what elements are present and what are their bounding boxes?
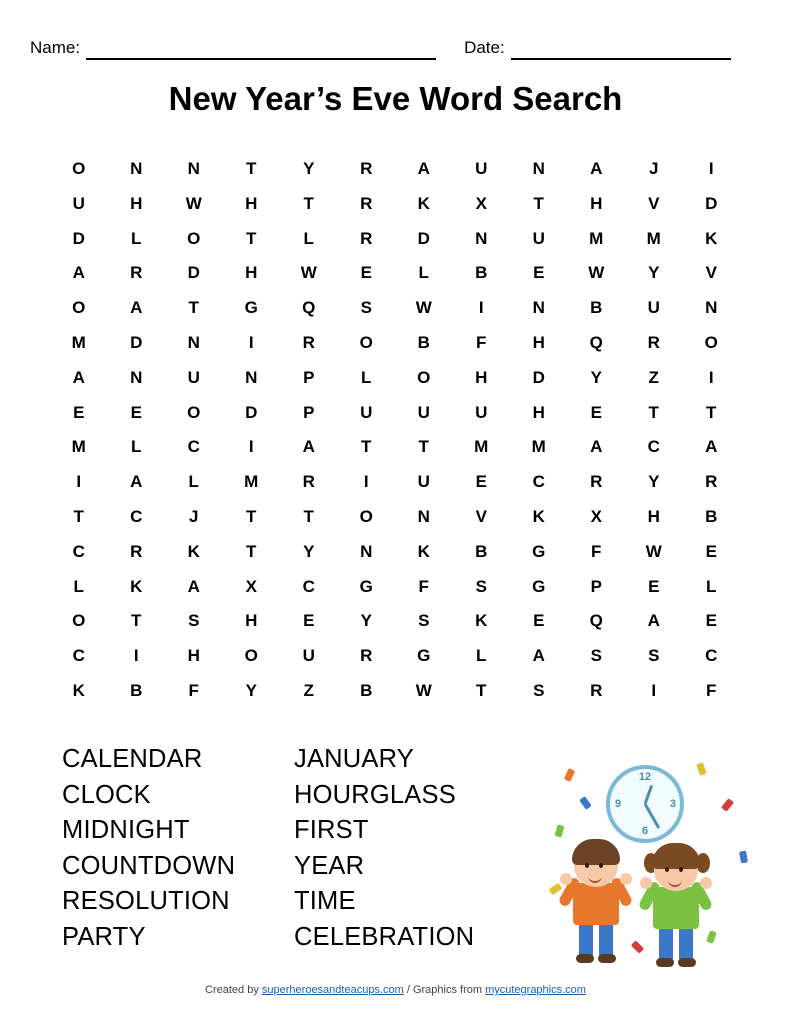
grid-cell-r7-c3[interactable]: U bbox=[187, 367, 200, 387]
grid-cell-r7-c12[interactable]: I bbox=[708, 367, 714, 387]
grid-cell-r6-c9[interactable]: H bbox=[532, 332, 545, 352]
confetti-piece bbox=[739, 850, 748, 863]
grid-cell-r13-c8[interactable]: S bbox=[475, 576, 487, 596]
grid-cell-r6-c2[interactable]: D bbox=[130, 332, 143, 352]
grid-cell-r12-c11[interactable]: W bbox=[645, 541, 662, 561]
grid-cell-r9-c2[interactable]: L bbox=[131, 437, 142, 457]
grid-cell-r9-c9[interactable]: M bbox=[531, 437, 546, 457]
grid-cell-r9-c3[interactable]: C bbox=[187, 437, 200, 457]
eye-right bbox=[679, 867, 683, 872]
confetti-piece bbox=[721, 798, 734, 812]
shoe-left bbox=[576, 954, 594, 963]
grid-cell-r2-c8[interactable]: X bbox=[475, 193, 487, 213]
grid-cell-r5-c5[interactable]: Q bbox=[302, 298, 316, 318]
grid-cell-r6-c1[interactable]: M bbox=[71, 332, 86, 352]
grid-cell-r4-c3[interactable]: D bbox=[187, 263, 200, 283]
grid-cell-r10-c1[interactable]: I bbox=[76, 472, 82, 492]
grid-cell-r10-c11[interactable]: Y bbox=[648, 472, 660, 492]
grid-cell-r7-c4[interactable]: N bbox=[245, 367, 258, 387]
grid-cell-r5-c12[interactable]: N bbox=[705, 298, 718, 318]
list-item: FIRST bbox=[294, 816, 369, 844]
hair bbox=[572, 839, 620, 865]
grid-cell-r3-c10[interactable]: M bbox=[589, 228, 604, 248]
grid-cell-r15-c5[interactable]: U bbox=[302, 646, 315, 666]
list-item: TIME bbox=[294, 887, 356, 915]
grid-cell-r2-c10[interactable]: H bbox=[590, 193, 603, 213]
grid-cell-r16-c1[interactable]: K bbox=[72, 680, 85, 700]
grid-cell-r10-c7[interactable]: U bbox=[417, 472, 430, 492]
shoe-left bbox=[656, 958, 674, 967]
grid-cell-r2-c3[interactable]: W bbox=[185, 193, 202, 213]
grid-cell-r11-c8[interactable]: V bbox=[475, 506, 487, 526]
grid-cell-r13-c5[interactable]: C bbox=[302, 576, 315, 596]
grid-cell-r14-c8[interactable]: K bbox=[475, 611, 488, 631]
grid-cell-r14-c9[interactable]: E bbox=[533, 611, 545, 631]
grid-cell-r11-c3[interactable]: J bbox=[189, 506, 199, 526]
grid-cell-r8-c2[interactable]: E bbox=[130, 402, 142, 422]
grid-cell-r15-c8[interactable]: L bbox=[476, 646, 487, 666]
grid-cell-r10-c12[interactable]: R bbox=[705, 472, 718, 492]
grid-cell-r6-c5[interactable]: R bbox=[302, 332, 315, 352]
grid-cell-r3-c1[interactable]: D bbox=[72, 228, 85, 248]
grid-cell-r11-c11[interactable]: H bbox=[647, 506, 660, 526]
leg-right bbox=[679, 925, 693, 961]
eye-left bbox=[585, 863, 589, 868]
grid-cell-r15-c7[interactable]: G bbox=[417, 646, 431, 666]
grid-cell-r6-c12[interactable]: O bbox=[704, 332, 718, 352]
grid-cell-r5-c4[interactable]: G bbox=[244, 298, 258, 318]
grid-cell-r1-c9[interactable]: N bbox=[532, 159, 545, 178]
grid-cell-r10-c2[interactable]: A bbox=[130, 472, 143, 492]
grid-cell-r1-c3[interactable]: N bbox=[187, 159, 200, 178]
hand-right bbox=[620, 873, 632, 885]
grid-cell-r10-c5[interactable]: R bbox=[302, 472, 315, 492]
grid-cell-r2-c6[interactable]: R bbox=[360, 193, 373, 213]
grid-cell-r11-c10[interactable]: X bbox=[590, 506, 602, 526]
word-list bbox=[62, 742, 524, 955]
grid-cell-r7-c10[interactable]: Y bbox=[590, 367, 602, 387]
grid-cell-r4-c10[interactable]: W bbox=[588, 263, 605, 283]
grid-cell-r5-c1[interactable]: O bbox=[72, 298, 86, 318]
grid-cell-r11-c4[interactable]: T bbox=[246, 506, 257, 526]
grid-cell-r11-c9[interactable]: K bbox=[532, 506, 545, 526]
grid-cell-r4-c8[interactable]: B bbox=[475, 263, 488, 283]
grid-cell-r9-c10[interactable]: A bbox=[590, 437, 603, 457]
grid-cell-r16-c10[interactable]: R bbox=[590, 680, 603, 700]
clock-number-3: 3 bbox=[669, 798, 676, 810]
grid-cell-r9-c11[interactable]: C bbox=[647, 437, 660, 457]
grid-cell-r14-c3[interactable]: S bbox=[188, 611, 200, 631]
grid-cell-r12-c7[interactable]: K bbox=[417, 541, 430, 561]
list-item: CLOCK bbox=[62, 780, 151, 809]
grid-cell-r1-c2[interactable]: N bbox=[130, 159, 143, 178]
hair bbox=[652, 843, 700, 869]
leg-right bbox=[599, 921, 613, 957]
grid-cell-r8-c9[interactable]: H bbox=[532, 402, 545, 422]
grid-cell-r9-c7[interactable]: T bbox=[418, 437, 429, 457]
grid-cell-r14-c7[interactable]: S bbox=[418, 611, 430, 631]
hand-left bbox=[560, 873, 572, 885]
footer-middle: / Graphics from bbox=[403, 984, 486, 996]
grid-cell-r12-c2[interactable]: R bbox=[130, 541, 143, 561]
grid-cell-r3-c8[interactable]: N bbox=[475, 228, 488, 248]
grid-cell-r7-c9[interactable]: D bbox=[532, 367, 545, 387]
grid-cell-r2-c9[interactable]: T bbox=[533, 193, 544, 213]
grid-cell-r4-c11[interactable]: Y bbox=[648, 263, 660, 283]
torso bbox=[573, 883, 619, 925]
grid-cell-r6-c10[interactable]: Q bbox=[589, 332, 603, 352]
grid-cell-r7-c1[interactable]: A bbox=[72, 367, 85, 387]
leg-left bbox=[579, 921, 593, 957]
confetti-piece bbox=[706, 930, 717, 944]
grid-cell-r9-c4[interactable]: I bbox=[248, 437, 254, 457]
grid-cell-r13-c2[interactable]: K bbox=[130, 576, 143, 596]
grid-cell-r4-c4[interactable]: H bbox=[245, 263, 258, 283]
list-item: RESOLUTION bbox=[62, 887, 230, 915]
grid-cell-r5-c11[interactable]: U bbox=[647, 298, 660, 318]
grid-cell-r16-c8[interactable]: T bbox=[476, 680, 487, 700]
grid-cell-r4-c2[interactable]: R bbox=[130, 263, 143, 283]
grid-cell-r9-c1[interactable]: M bbox=[71, 437, 86, 457]
eye-right bbox=[599, 863, 603, 868]
grid-cell-r13-c11[interactable]: E bbox=[648, 576, 660, 596]
list-item: JANUARY bbox=[294, 745, 414, 773]
list-item: YEAR bbox=[294, 851, 365, 880]
hand-left bbox=[640, 877, 652, 889]
name-label: Name: bbox=[30, 38, 81, 57]
grid-cell-r7-c2[interactable]: N bbox=[130, 367, 143, 387]
grid-cell-r11-c12[interactable]: B bbox=[705, 506, 718, 526]
confetti-piece bbox=[549, 883, 563, 896]
grid-cell-r14-c12[interactable]: E bbox=[705, 611, 717, 631]
grid-cell-r12-c5[interactable]: Y bbox=[303, 541, 315, 561]
grid-cell-r8-c1[interactable]: E bbox=[73, 402, 85, 422]
grid-cell-r16-c12[interactable]: F bbox=[706, 680, 717, 700]
grid-cell-r12-c8[interactable]: B bbox=[475, 541, 488, 561]
grid-cell-r4-c9[interactable]: E bbox=[533, 263, 545, 283]
clock-number-6: 6 bbox=[641, 825, 649, 837]
grid-cell-r2-c4[interactable]: H bbox=[245, 193, 258, 213]
date-input-line[interactable] bbox=[511, 38, 731, 60]
grid-cell-r16-c5[interactable]: Z bbox=[303, 680, 314, 700]
clock-number-9: 9 bbox=[615, 798, 622, 810]
grid-cell-r3-c11[interactable]: M bbox=[646, 228, 661, 248]
grid-cell-r16-c7[interactable]: W bbox=[415, 680, 432, 700]
grid-cell-r8-c10[interactable]: E bbox=[590, 402, 602, 422]
grid-cell-r14-c10[interactable]: Q bbox=[589, 611, 603, 631]
grid-cell-r9-c6[interactable]: T bbox=[361, 437, 372, 457]
grid-cell-r15-c2[interactable]: I bbox=[133, 646, 139, 666]
clock-icon bbox=[606, 765, 684, 843]
page-title: New Year’s Eve Word Search bbox=[168, 80, 623, 117]
name-input-line[interactable] bbox=[86, 38, 436, 60]
grid-cell-r3-c6[interactable]: R bbox=[360, 228, 373, 248]
grid-cell-r5-c6[interactable]: S bbox=[360, 298, 372, 318]
grid-cell-r8-c11[interactable]: T bbox=[648, 402, 659, 422]
grid-cell-r1-c4[interactable]: T bbox=[246, 159, 257, 178]
grid-cell-r11-c6[interactable]: O bbox=[359, 506, 373, 526]
grid-cell-r6-c6[interactable]: O bbox=[359, 332, 373, 352]
grid-cell-r5-c7[interactable]: W bbox=[415, 298, 432, 318]
grid-cell-r10-c9[interactable]: C bbox=[532, 472, 545, 492]
grid-cell-r13-c1[interactable]: L bbox=[73, 576, 84, 596]
grid-cell-r12-c12[interactable]: E bbox=[705, 541, 717, 561]
confetti-piece bbox=[564, 768, 575, 782]
grid-cell-r1-c6[interactable]: R bbox=[360, 159, 373, 178]
grid-cell-r5-c9[interactable]: N bbox=[532, 298, 545, 318]
grid-cell-r15-c11[interactable]: S bbox=[648, 646, 660, 666]
grid-cell-r16-c6[interactable]: B bbox=[360, 680, 373, 700]
grid-cell-r2-c2[interactable]: H bbox=[130, 193, 143, 213]
grid-cell-r1-c8[interactable]: U bbox=[475, 159, 488, 178]
grid-cell-r8-c4[interactable]: D bbox=[245, 402, 258, 422]
grid-cell-r13-c6[interactable]: G bbox=[359, 576, 373, 596]
confetti-piece bbox=[631, 940, 644, 953]
footer-link-graphics[interactable]: mycutegraphics.com bbox=[485, 984, 586, 996]
footer-prefix: Created by bbox=[205, 984, 262, 996]
grid-cell-r15-c9[interactable]: A bbox=[532, 646, 545, 666]
grid-cell-r3-c4[interactable]: T bbox=[246, 228, 257, 248]
grid-cell-r9-c5[interactable]: A bbox=[302, 437, 315, 457]
grid-cell-r14-c1[interactable]: O bbox=[72, 611, 86, 631]
grid-cell-r6-c11[interactable]: R bbox=[647, 332, 660, 352]
grid-cell-r10-c4[interactable]: M bbox=[244, 472, 259, 492]
grid-cell-r6-c3[interactable]: N bbox=[187, 332, 200, 352]
meta-row bbox=[30, 38, 761, 60]
grid-cell-r2-c12[interactable]: D bbox=[705, 193, 718, 213]
footer-link-creator[interactable]: superheroesandteacups.com bbox=[261, 984, 404, 996]
grid-cell-r5-c2[interactable]: A bbox=[130, 298, 143, 318]
grid-cell-r7-c11[interactable]: Z bbox=[648, 367, 659, 387]
grid-cell-r6-c7[interactable]: B bbox=[417, 332, 430, 352]
grid-cell-r7-c6[interactable]: L bbox=[361, 367, 372, 387]
grid-cell-r8-c6[interactable]: U bbox=[360, 402, 373, 422]
grid-cell-r13-c9[interactable]: G bbox=[532, 576, 546, 596]
shoe-right bbox=[598, 954, 616, 963]
grid-cell-r12-c1[interactable]: C bbox=[72, 541, 85, 561]
grid-cell-r5-c8[interactable]: I bbox=[478, 298, 484, 318]
grid-cell-r12-c9[interactable]: G bbox=[532, 541, 546, 561]
grid-cell-r4-c5[interactable]: W bbox=[300, 263, 317, 283]
grid-cell-r11-c7[interactable]: N bbox=[417, 506, 430, 526]
hand-right bbox=[700, 877, 712, 889]
grid-cell-r11-c5[interactable]: T bbox=[303, 506, 314, 526]
clock-number-12: 12 bbox=[638, 771, 652, 783]
grid-cell-r8-c8[interactable]: U bbox=[475, 402, 488, 422]
grid-cell-r12-c10[interactable]: F bbox=[591, 541, 602, 561]
grid-cell-r4-c12[interactable]: V bbox=[705, 263, 717, 283]
grid-cell-r14-c6[interactable]: Y bbox=[360, 611, 372, 631]
grid-cell-r4-c1[interactable]: A bbox=[72, 263, 85, 283]
grid-cell-r3-c9[interactable]: U bbox=[532, 228, 545, 248]
grid-cell-r10-c10[interactable]: R bbox=[590, 472, 603, 492]
word-search-grid[interactable] bbox=[50, 152, 740, 709]
grid-cell-r3-c2[interactable]: L bbox=[131, 228, 142, 248]
eye-left bbox=[665, 867, 669, 872]
grid-cell-r1-c5[interactable]: Y bbox=[303, 159, 315, 178]
list-item: PARTY bbox=[62, 922, 146, 951]
grid-cell-r3-c5[interactable]: L bbox=[303, 228, 314, 248]
grid-cell-r15-c6[interactable]: R bbox=[360, 646, 373, 666]
grid-cell-r13-c3[interactable]: A bbox=[187, 576, 200, 596]
grid-cell-r1-c11[interactable]: J bbox=[649, 159, 659, 178]
grid-cell-r16-c3[interactable]: F bbox=[188, 680, 199, 700]
grid-cell-r7-c5[interactable]: P bbox=[303, 367, 315, 387]
grid-cell-r3-c3[interactable]: O bbox=[187, 228, 201, 248]
grid-cell-r13-c4[interactable]: X bbox=[245, 576, 257, 596]
word-list-column-1 bbox=[62, 742, 294, 955]
grid-cell-r1-c1[interactable]: O bbox=[72, 159, 86, 178]
list-item: CALENDAR bbox=[62, 745, 203, 773]
grid-cell-r14-c5[interactable]: E bbox=[303, 611, 315, 631]
grid-cell-r2-c7[interactable]: K bbox=[417, 193, 430, 213]
torso bbox=[653, 887, 699, 929]
grid-cell-r11-c2[interactable]: C bbox=[130, 506, 143, 526]
grid-cell-r4-c7[interactable]: L bbox=[418, 263, 429, 283]
grid-cell-r9-c8[interactable]: M bbox=[474, 437, 489, 457]
grid-cell-r3-c7[interactable]: D bbox=[417, 228, 430, 248]
grid-cell-r15-c4[interactable]: O bbox=[244, 646, 258, 666]
grid-cell-r4-c6[interactable]: E bbox=[360, 263, 372, 283]
grid-cell-r1-c12[interactable]: I bbox=[708, 159, 714, 178]
grid-cell-r5-c3[interactable]: T bbox=[188, 298, 199, 318]
grid-cell-r7-c8[interactable]: H bbox=[475, 367, 488, 387]
grid-cell-r2-c1[interactable]: U bbox=[72, 193, 85, 213]
grid-cell-r8-c7[interactable]: U bbox=[417, 402, 430, 422]
grid-cell-r14-c4[interactable]: H bbox=[245, 611, 258, 631]
grid-cell-r5-c10[interactable]: B bbox=[590, 298, 603, 318]
grid-cell-r13-c12[interactable]: L bbox=[706, 576, 717, 596]
grid-cell-r7-c7[interactable]: O bbox=[417, 367, 431, 387]
date-label: Date: bbox=[464, 38, 505, 57]
grid-cell-r2-c5[interactable]: T bbox=[303, 193, 314, 213]
confetti-piece bbox=[579, 796, 592, 810]
grid-cell-r10-c6[interactable]: I bbox=[363, 472, 369, 492]
grid-cell-r16-c4[interactable]: Y bbox=[245, 680, 257, 700]
grid-cell-r14-c2[interactable]: T bbox=[131, 611, 142, 631]
grid-cell-r16-c11[interactable]: I bbox=[651, 680, 657, 700]
grid-cell-r2-c11[interactable]: V bbox=[648, 193, 660, 213]
list-item: CELEBRATION bbox=[294, 922, 475, 951]
grid-cell-r16-c2[interactable]: B bbox=[130, 680, 143, 700]
clock-hour-hand bbox=[644, 785, 654, 805]
grid-cell-r10-c3[interactable]: L bbox=[188, 472, 199, 492]
grid-cell-r1-c7[interactable]: A bbox=[417, 159, 430, 178]
grid-cell-r14-c11[interactable]: A bbox=[647, 611, 660, 631]
grid-cell-r13-c10[interactable]: P bbox=[590, 576, 602, 596]
confetti-piece bbox=[696, 762, 707, 776]
grid-cell-r16-c9[interactable]: S bbox=[533, 680, 545, 700]
grid-cell-r11-c1[interactable]: T bbox=[73, 506, 84, 526]
grid-cell-r15-c10[interactable]: S bbox=[590, 646, 602, 666]
grid-cell-r12-c3[interactable]: K bbox=[187, 541, 200, 561]
shoe-right bbox=[678, 958, 696, 967]
grid-cell-r15-c12[interactable]: C bbox=[705, 646, 718, 666]
grid-cell-r12-c4[interactable]: T bbox=[246, 541, 257, 561]
grid-cell-r12-c6[interactable]: N bbox=[360, 541, 373, 561]
list-item: HOURGLASS bbox=[294, 780, 456, 809]
list-item: MIDNIGHT bbox=[62, 816, 190, 844]
grid-cell-r8-c12[interactable]: T bbox=[706, 402, 717, 422]
grid-cell-r1-c10[interactable]: A bbox=[590, 159, 603, 178]
list-item: COUNTDOWN bbox=[62, 851, 236, 880]
word-list-column-2 bbox=[294, 742, 524, 955]
grid-cell-r8-c5[interactable]: P bbox=[303, 402, 315, 422]
grid-cell-r3-c12[interactable]: K bbox=[705, 228, 718, 248]
grid-cell-r13-c7[interactable]: F bbox=[418, 576, 429, 596]
grid-cell-r6-c4[interactable]: I bbox=[248, 332, 254, 352]
confetti-piece bbox=[555, 824, 565, 837]
leg-left bbox=[659, 925, 673, 961]
grid-cell-r9-c12[interactable]: A bbox=[705, 437, 718, 457]
new-year-kids-clipart bbox=[548, 755, 758, 970]
footer-credits bbox=[0, 984, 791, 996]
grid-cell-r15-c3[interactable]: H bbox=[187, 646, 200, 666]
grid-cell-r8-c3[interactable]: O bbox=[187, 402, 201, 422]
grid-cell-r10-c8[interactable]: E bbox=[475, 472, 487, 492]
grid-cell-r6-c8[interactable]: F bbox=[476, 332, 487, 352]
grid-cell-r15-c1[interactable]: C bbox=[72, 646, 85, 666]
